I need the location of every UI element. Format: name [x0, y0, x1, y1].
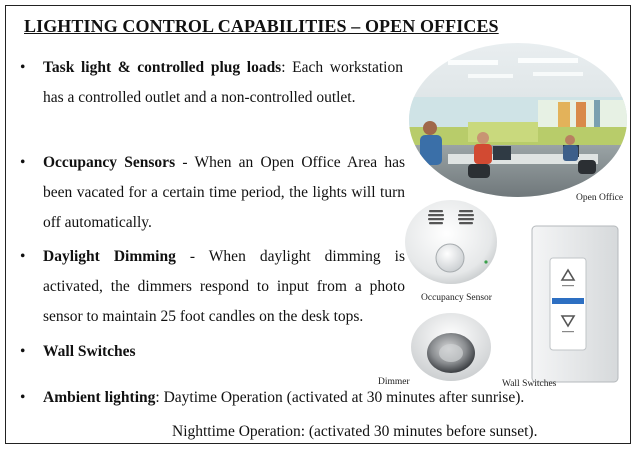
bullet-separator: :	[155, 389, 160, 406]
bullet-heading: Occupancy Sensors	[43, 154, 176, 171]
bullet-separator: -	[175, 154, 188, 171]
bullet-heading: Daylight Dimming	[43, 248, 176, 265]
bullet-heading: Task light & controlled plug loads	[43, 59, 282, 76]
bullet-body: Daytime Operation (activated at 30 minutes after sunrise).	[159, 389, 525, 406]
bullet-dot: •	[20, 389, 26, 406]
bullet-body: When an Open Office Area has been vacated for a certain time period, the lights will turn off automatically.	[43, 154, 406, 231]
dimmer-photo	[407, 309, 492, 384]
slide	[5, 5, 631, 444]
bullet-separator: -	[175, 248, 196, 265]
bullet-dot: •	[20, 59, 26, 76]
wall-switch-photo	[528, 224, 623, 386]
nighttime-operation-line: Nighttime Operation: (activated 30 minutes before sunset).	[172, 423, 538, 440]
bullet-heading: Wall Switches	[43, 343, 136, 360]
bullet-body: Each workstation has a controlled outlet and a non-controlled outlet.	[43, 59, 403, 106]
occupancy-sensor-photo	[399, 196, 499, 288]
open-office-photo	[408, 42, 628, 198]
bullet-body: When daylight dimming is activated, the dimmers respond to input from a photo sensor to maintain 25 foot candles on the desk tops.	[43, 248, 405, 325]
bullet-heading: Ambient lighting	[43, 389, 156, 406]
bullet-dot: •	[20, 343, 26, 360]
caption-open-office: Open Office	[576, 193, 624, 203]
caption-wall-switches: Wall Switches	[502, 379, 557, 389]
bullet-dot: •	[20, 248, 26, 265]
caption-occupancy-sensor: Occupancy Sensor	[421, 293, 492, 303]
bullet-dot: •	[20, 154, 26, 171]
slide-title: LIGHTING CONTROL CAPABILITIES – OPEN OFFICES	[24, 16, 499, 36]
bullet-separator: :	[281, 59, 286, 76]
caption-dimmer: Dimmer	[378, 377, 410, 387]
